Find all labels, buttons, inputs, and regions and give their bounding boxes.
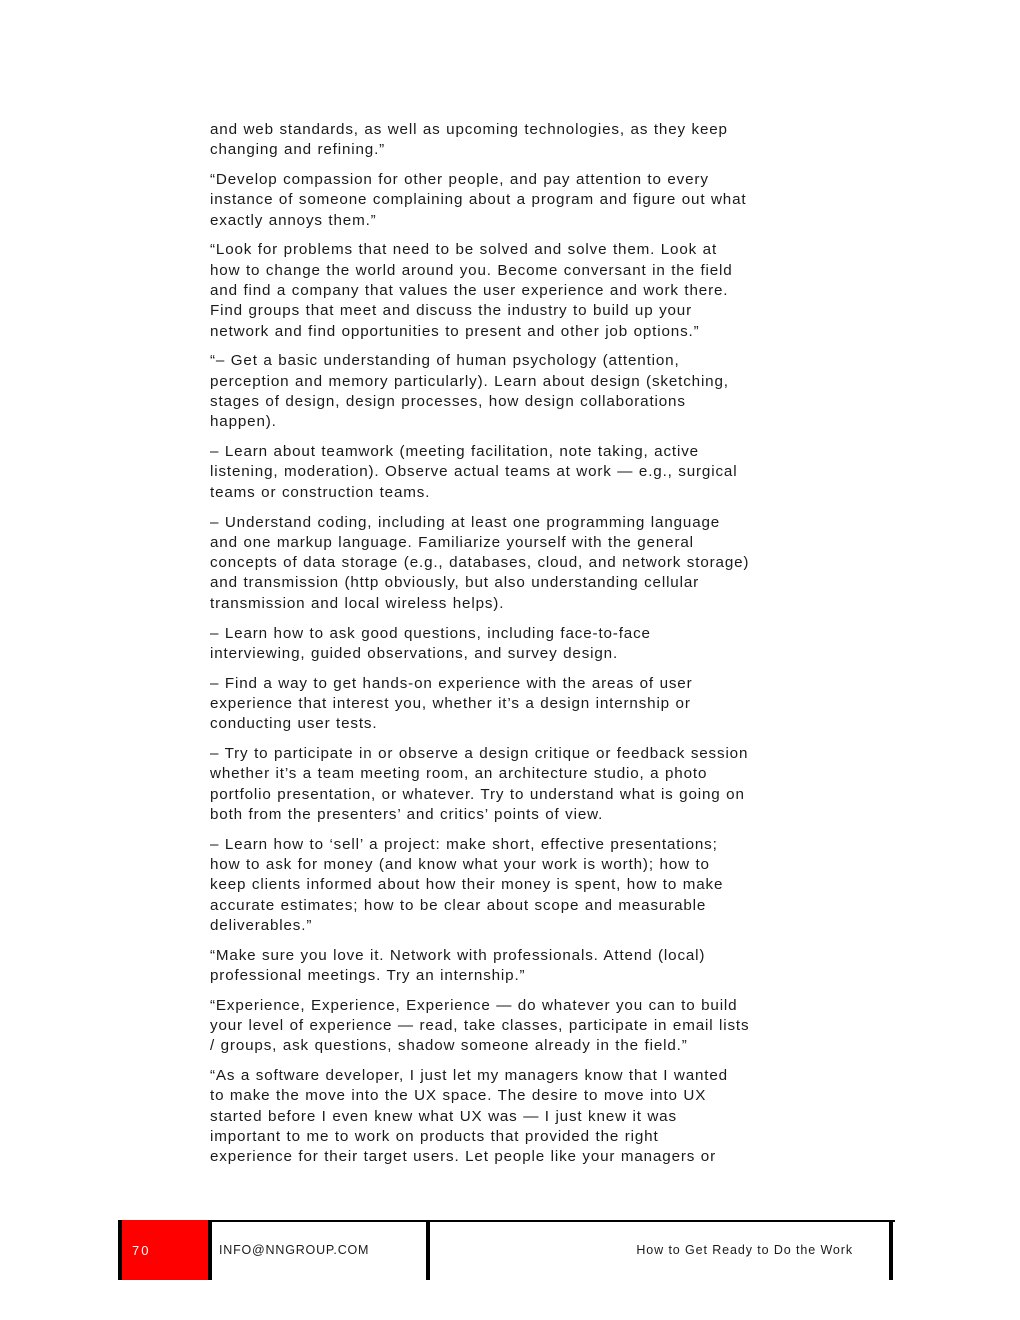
paragraph: “– Get a basic understanding of human psychology (attention, perception and memory particularly). Learn about design (sketching, stages of design, design processes, how design collaborations happen).	[210, 352, 729, 431]
paragraph: – Understand coding, including at least one programming language and one markup language. Familiarize yourself with the general concepts of data storage (e.g., databases, cloud, and network storage) and transmission (http obviously, but also understanding cellular transmission and local wireless helps).	[210, 513, 750, 612]
paragraph: “Look for problems that need to be solved and solve them. Look at how to change the world around you. Become conversant in the field and find a company that values the user experience and work there. Find groups that meet and discuss the industry to build up your network and find opportunities to present and other job options.”	[210, 241, 733, 340]
page-number-box	[118, 1220, 208, 1280]
paragraph: “As a software developer, I just let my managers know that I wanted to make the move into the UX space. The desire to move into UX started before I even knew what UX was — I just knew it was important to me to work on products that provided the right experience for their target users. Let people like your managers or	[210, 1067, 728, 1166]
footer-divider	[118, 1220, 895, 1222]
footer-email: INFO@NNGROUP.COM	[219, 1243, 370, 1257]
page-footer	[118, 1220, 895, 1280]
page-number: 70	[132, 1243, 151, 1258]
footer-separator	[426, 1220, 430, 1280]
footer-section-title: How to Get Ready to Do the Work	[636, 1243, 853, 1257]
paragraph: – Try to participate in or observe a design critique or feedback session whether it’s a team meeting room, an architecture studio, a photo portfolio presentation, or whatever. Try to understand what is going on both from the presenters’ and critics’ points of view.	[210, 745, 749, 823]
body-text	[210, 120, 820, 1177]
paragraph: “Develop compassion for other people, and pay attention to every instance of someone complaining about a program and figure out what exactly annoys them.”	[210, 171, 747, 229]
footer-separator	[889, 1220, 893, 1280]
footer-separator	[208, 1220, 212, 1280]
paragraph: and web standards, as well as upcoming technologies, as they keep changing and refining.”	[210, 121, 728, 159]
paragraph: – Learn how to ‘sell’ a project: make short, effective presentations; how to ask for money (and know what your work is worth); how to keep clients informed about how their money is spent, how to make accurate estimates; how to be clear about scope and measurable deliverables.”	[210, 835, 724, 934]
paragraph: – Find a way to get hands-on experience with the areas of user experience that interest you, whether it’s a design internship or conducting user tests.	[210, 674, 693, 733]
paragraph: – Learn about teamwork (meeting facilitation, note taking, active listening, moderation). Observe actual teams at work — e.g., surgical teams or construction teams.	[210, 443, 738, 501]
paragraph: – Learn how to ask good questions, including face-to-face interviewing, guided observations, and survey design.	[210, 624, 651, 662]
paragraph: “Experience, Experience, Experience — do whatever you can to build your level of experience — read, take classes, participate in email lists / groups, ask questions, shadow someone already in the field.”	[210, 996, 750, 1055]
paragraph: “Make sure you love it. Network with professionals. Attend (local) professional meetings. Try an internship.”	[210, 946, 706, 984]
